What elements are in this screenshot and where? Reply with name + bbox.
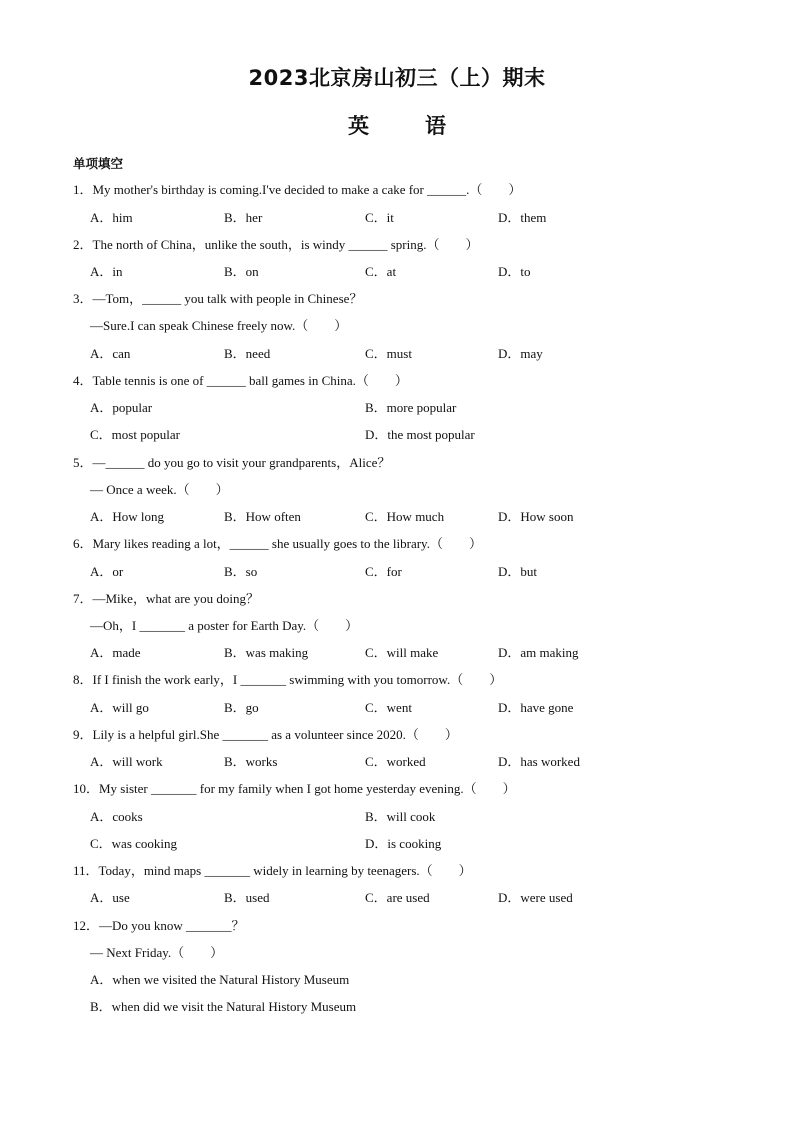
option-b[interactable]: B．need xyxy=(224,346,271,361)
option-a[interactable]: A．use xyxy=(90,890,130,905)
option-d[interactable]: D．have gone xyxy=(498,700,574,715)
option-c[interactable]: C．worked xyxy=(365,754,426,769)
option-row xyxy=(90,700,730,716)
question-stem-line: — Once a week.（ ） xyxy=(90,482,229,497)
question-stem: 8．If I finish the work early，I _______ swimming with you tomorrow.（ ） xyxy=(73,672,503,687)
option-row xyxy=(90,210,730,226)
question-stem: 5．—______ do you go to visit your grandparents，Alice？ xyxy=(73,455,391,470)
option-c[interactable]: C．for xyxy=(365,564,402,579)
option-b[interactable]: B．used xyxy=(224,890,270,905)
option-c[interactable]: C．at xyxy=(365,264,397,279)
question-stem: 9．Lily is a helpful girl.She _______ as a volunteer since 2020.（ ） xyxy=(73,727,458,742)
section-heading: 单项填空 xyxy=(73,156,124,171)
option-a[interactable]: A．him xyxy=(90,210,133,225)
option-b[interactable]: B．works xyxy=(224,754,278,769)
option-row xyxy=(90,564,730,580)
question-stem: 7．—Mike，what are you doing？ xyxy=(73,591,259,606)
option-d[interactable]: D．were used xyxy=(498,890,573,905)
option-row xyxy=(90,809,730,825)
option-a[interactable]: A．made xyxy=(90,645,141,660)
option-d[interactable]: D．may xyxy=(498,346,543,361)
option-b[interactable]: B．so xyxy=(224,564,258,579)
option-row xyxy=(90,400,730,416)
page-title: 2023北京房山初三（上）期末 xyxy=(248,66,546,90)
option-a[interactable]: A．will work xyxy=(90,754,163,769)
option-row xyxy=(90,264,730,280)
option-b[interactable]: B．on xyxy=(224,264,259,279)
option-row xyxy=(90,645,730,661)
option-row xyxy=(90,427,730,443)
question-stem: 1．My mother's birthday is coming.I've decided to make a cake for ______.（ ） xyxy=(73,182,522,197)
option-c[interactable]: C．went xyxy=(365,700,412,715)
option-row xyxy=(90,972,730,988)
option-c[interactable]: C．How much xyxy=(365,509,445,524)
option-d[interactable]: D．has worked xyxy=(498,754,580,769)
option-a[interactable]: A．when we visited the Natural History Museum xyxy=(90,972,350,987)
option-b[interactable]: B．was making xyxy=(224,645,309,660)
option-b[interactable]: B．will cook xyxy=(365,809,436,824)
option-d[interactable]: D．How soon xyxy=(498,509,574,524)
option-c[interactable]: C．it xyxy=(365,210,394,225)
question-stem: 6．Mary likes reading a lot，______ she usually goes to the library.（ ） xyxy=(73,536,482,551)
option-a[interactable]: A．popular xyxy=(90,400,153,415)
option-row xyxy=(90,999,730,1015)
option-row xyxy=(90,754,730,770)
option-b[interactable]: B．go xyxy=(224,700,259,715)
option-b[interactable]: B．How often xyxy=(224,509,301,524)
subtitle-char: 语 xyxy=(425,114,446,138)
option-d[interactable]: D．but xyxy=(498,564,538,579)
question-stem: 12．—Do you know _______？ xyxy=(73,918,245,933)
option-a[interactable]: A．or xyxy=(90,564,124,579)
option-c[interactable]: C．was cooking xyxy=(90,836,178,851)
page-subtitle xyxy=(0,110,794,140)
option-d[interactable]: D．the most popular xyxy=(365,427,475,442)
option-c[interactable]: C．most popular xyxy=(90,427,180,442)
subtitle-char: 英 xyxy=(348,114,369,138)
question-stem: 3．—Tom，______ you talk with people in Chinese？ xyxy=(73,291,363,306)
question-stem-line: — Next Friday.（ ） xyxy=(90,945,224,960)
question-stem: 10．My sister _______ for my family when I got home yesterday evening.（ ） xyxy=(73,781,516,796)
option-c[interactable]: C．will make xyxy=(365,645,439,660)
option-d[interactable]: D．them xyxy=(498,210,547,225)
option-row xyxy=(90,346,730,362)
option-c[interactable]: C．must xyxy=(365,346,412,361)
option-row xyxy=(90,509,730,525)
option-a[interactable]: A．can xyxy=(90,346,131,361)
option-a[interactable]: A．cooks xyxy=(90,809,143,824)
option-b[interactable]: B．her xyxy=(224,210,263,225)
option-d[interactable]: D．to xyxy=(498,264,531,279)
question-stem-line: —Oh，I _______ a poster for Earth Day.（ ） xyxy=(90,618,359,633)
option-d[interactable]: D．am making xyxy=(498,645,579,660)
option-row xyxy=(90,836,730,852)
option-a[interactable]: A．in xyxy=(90,264,123,279)
question-stem-line: —Sure.I can speak Chinese freely now.（ ） xyxy=(90,318,348,333)
option-a[interactable]: A．How long xyxy=(90,509,165,524)
question-stem: 2．The north of China，unlike the south，is windy ______ spring.（ ） xyxy=(73,237,479,252)
option-b[interactable]: B．more popular xyxy=(365,400,457,415)
option-row xyxy=(90,890,730,906)
question-stem: 11．Today，mind maps _______ widely in learning by teenagers.（ ） xyxy=(73,863,472,878)
option-b[interactable]: B．when did we visit the Natural History Museum xyxy=(90,999,357,1014)
option-c[interactable]: C．are used xyxy=(365,890,430,905)
question-stem: 4．Table tennis is one of ______ ball games in China.（ ） xyxy=(73,373,408,388)
option-a[interactable]: A．will go xyxy=(90,700,149,715)
option-d[interactable]: D．is cooking xyxy=(365,836,442,851)
